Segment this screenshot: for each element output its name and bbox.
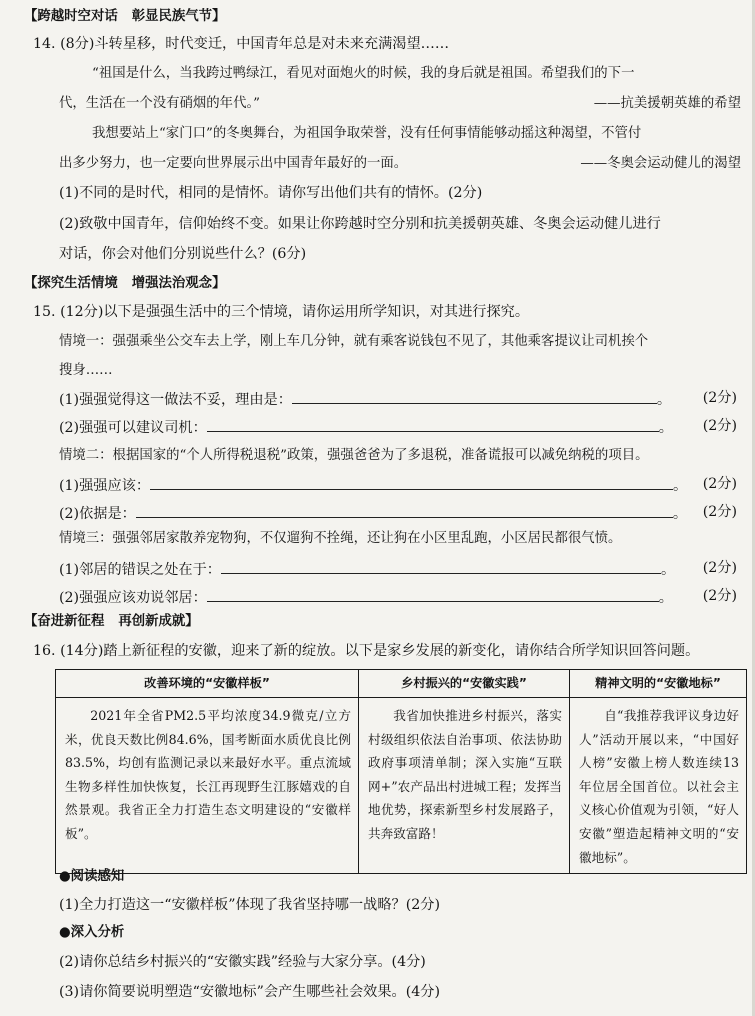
- q15-s2q2: (2)依据是： 。: [59, 506, 688, 522]
- q16-sub2: (2)请你总结乡村振兴的“安徽实践”经验与大家分享。(4分): [59, 954, 426, 970]
- q15-stem: 15. (12分)以下是强强生活中的三个情境，请你运用所学知识，对其进行探究。: [33, 304, 530, 320]
- q14-quote1-line2: 代，生活在一个没有硝烟的年代。”: [59, 96, 261, 111]
- table-row: [56, 698, 747, 874]
- reading-label: ●阅读感知: [59, 869, 125, 884]
- section-heading-part: 【探究生活情境: [24, 276, 118, 291]
- section-heading-1: [24, 10, 225, 23]
- q15-situation2: 情境二：根据国家的“个人所得税退税”政策，强强爸爸为了多退税，准备谎报可以减免纳税的项目。: [59, 448, 649, 463]
- section-heading-3: [24, 615, 199, 628]
- q16-sub3: (3)请你简要说明塑造“安徽地标”会产生哪些社会效果。(4分): [59, 984, 441, 1000]
- points-label: (2分): [702, 418, 737, 434]
- q15-situation1-line1: 情境一：强强乘坐公交车去上学，刚上车几分钟，就有乘客说钱包不见了，其他乘客提议让司机挨个: [59, 334, 649, 349]
- q15-s1q2: (2)强强可以建议司机： 。: [59, 420, 673, 436]
- q14-source2: ——冬奥会运动健儿的渴望: [580, 156, 741, 171]
- table-header: 精神文明的“安徽地标”: [570, 670, 747, 698]
- q14-quote1-line1: “祖国是什么，当我跨过鸭绿江，看见对面炮火的时候，我的身后就是祖国。希望我们的下一: [92, 66, 635, 81]
- answer-blank[interactable]: [221, 561, 661, 574]
- q15-s3q1: (1)邻居的错误之处在于： 。: [59, 562, 676, 578]
- q15-situation1-line2: 搜身……: [59, 363, 113, 378]
- answer-blank[interactable]: [150, 477, 673, 490]
- points-label: (2分): [702, 504, 737, 520]
- answer-blank[interactable]: [207, 419, 659, 432]
- q15-s3q2: (2)强强应该劝说邻居： 。: [59, 590, 673, 606]
- q16-sub1: (1)全力打造这一“安徽样板”体现了我省坚持哪一战略？(2分): [59, 897, 441, 913]
- answer-blank[interactable]: [136, 505, 673, 518]
- q14-sub1: (1)不同的是时代，相同的是情怀。请你写出他们共有的情怀。(2分): [59, 185, 483, 201]
- table-header: 改善环境的“安徽样板”: [56, 670, 359, 698]
- q15-s2q1: (1)强强应该： 。: [59, 478, 688, 494]
- q15-situation3: 情境三：强强邻居家散养宠物狗，不仅遛狗不拴绳，还让狗在小区里乱跑，小区居民都很气愤。: [59, 531, 622, 546]
- table-cell: 2021年全省PM2.5平均浓度34.9微克/立方米，优良天数比例84.6%，国考断面水质优良比例83.5%，均创有监测记录以来最好水平。重点流域生物多样性加快恢复，长江再现野生江豚嬉戏的自然景观。我省正全力打造生态文明建设的“安徽样板”。: [56, 698, 359, 874]
- q14-quote2-line1: 我想要站上“家门口”的冬奥舞台，为祖国争取荣誉，没有任何事情能够动摇这种渴望，不管付: [92, 126, 642, 141]
- q14-stem: 14. (8分)斗转星移，时代变迁，中国青年总是对未来充满渴望……: [33, 36, 450, 52]
- points-label: (2分): [702, 390, 737, 406]
- points-label: (2分): [702, 560, 737, 576]
- section-heading-part: 【跨越时空对话: [24, 9, 118, 24]
- section-heading-part: 【奋进新征程: [24, 614, 105, 629]
- points-label: (2分): [702, 476, 737, 492]
- q14-quote2-line2: 出多少努力，也一定要向世界展示出中国青年最好的一面。: [59, 156, 408, 171]
- table-cell: 自“我推荐我评议身边好人”活动开展以来，“中国好人榜”安徽上榜人数连续13年位居全国首位。以社会主义核心价值观为引领，“好人安徽”塑造起精神文明的“安徽地标”。: [570, 698, 747, 874]
- q14-source1: ——抗美援朝英雄的希望: [593, 96, 741, 111]
- section-heading-part: 彰显民族气节】: [131, 9, 226, 24]
- answer-blank[interactable]: [207, 589, 659, 602]
- section-heading-part: 再创新成就】: [118, 614, 199, 629]
- points-label: (2分): [702, 588, 737, 604]
- section-heading-2: [24, 277, 225, 290]
- table-header-row: [56, 670, 747, 698]
- q14-sub2-line1: (2)致敬中国青年，信仰始终不变。如果让你跨越时空分别和抗美援朝英雄、冬奥会运动健儿进行: [59, 216, 661, 232]
- q14-sub2-line2: 对话，你会对他们分别说些什么？(6分): [59, 246, 307, 262]
- q16-stem: 16. (14分)踏上新征程的安徽，迎来了新的绽放。以下是家乡发展的新变化，请你结合所学知识回答问题。: [33, 643, 700, 659]
- answer-blank[interactable]: [292, 391, 657, 404]
- table-cell: 我省加快推进乡村振兴，落实村级组织依法自治事项、依法协助政府事项清单制；深入实施“互联网+”农产品出村进城工程；发挥当地优势，探索新型乡村发展路子，共奔致富路！: [359, 698, 570, 874]
- table-header: 乡村振兴的“安徽实践”: [359, 670, 570, 698]
- section-heading-part: 增强法治观念】: [131, 276, 226, 291]
- q15-s1q1: (1)强强觉得这一做法不妥，理由是： 。: [59, 392, 672, 408]
- analysis-label: ●深入分析: [59, 925, 125, 940]
- q16-info-table: [55, 669, 747, 874]
